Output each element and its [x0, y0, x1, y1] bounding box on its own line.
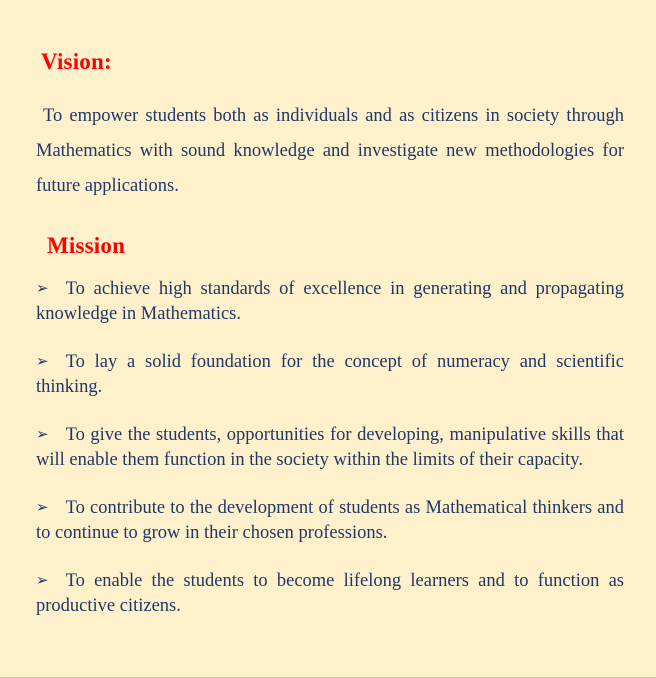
mission-item — [36, 278, 624, 326]
arrow-bullet-icon: ➢ — [36, 427, 49, 443]
mission-item-text: To give the students, opportunities for developing, manipulative skills that will enable them function in the society within the limits of their capacity. — [36, 425, 624, 470]
mission-item-text: To lay a solid foundation for the concept of numeracy and scientific thinking. — [36, 352, 624, 397]
mission-item-text: To enable the students to become lifelong learners and to function as productive citizens. — [36, 571, 624, 616]
arrow-bullet-icon: ➢ — [36, 500, 49, 516]
mission-item — [36, 497, 624, 545]
mission-heading: Mission — [47, 233, 126, 258]
mission-item — [36, 351, 624, 399]
mission-item — [36, 570, 624, 618]
arrow-bullet-icon: ➢ — [36, 573, 49, 589]
arrow-bullet-icon: ➢ — [36, 281, 49, 297]
vision-paragraph: To empower students both as individuals and as citizens in society through Mathematics with sound knowledge and investigate new methodologies for future applications. — [36, 106, 624, 196]
arrow-bullet-icon: ➢ — [36, 354, 49, 370]
vision-heading: Vision: — [41, 49, 112, 74]
mission-item-text: To contribute to the development of students as Mathematical thinkers and to continue to grow in their chosen professions. — [36, 498, 624, 543]
mission-item — [36, 424, 624, 472]
mission-item-text: To achieve high standards of excellence in generating and propagating knowledge in Mathematics. — [36, 279, 624, 324]
